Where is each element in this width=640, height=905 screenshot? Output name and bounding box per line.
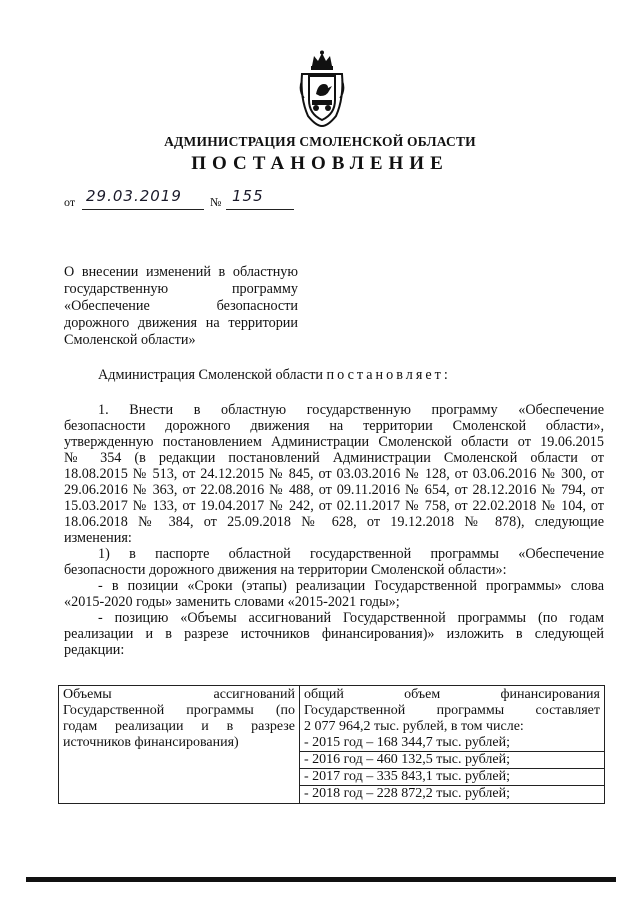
year-line: - 2016 год – 460 132,5 тыс. рублей; [300,751,604,768]
body-line: утвержденную постановлением Администрации Смоленской области от 19.06.2015 [64,434,604,450]
coat-of-arms-icon [298,50,346,128]
paragraph [64,578,604,610]
body-line: - позицию «Объемы ассигнований Государственной программы (по годам [98,610,604,626]
preamble-text: Администрация Смоленской области [98,367,323,383]
body-line: изменения: [64,530,132,546]
document-type-title: ПОСТАНОВЛЕНИЕ [191,153,449,174]
preamble [98,367,451,384]
preamble-resolves: постановляет: [326,367,451,383]
year-line: - 2017 год – 335 843,1 тыс. рублей; [300,768,604,785]
body-line: 18.06.2018 № 384, от 25.09.2018 № 628, от 19.12.2018 № 878), следующие [64,514,604,530]
body-line: 15.03.2017 № 133, от 19.04.2017 № 242, от 02.11.2017 № 758, от 22.02.2018 № 104, от [64,498,604,514]
body-line: безопасности дорожного движения на территории Смоленской области»: [64,562,507,578]
document-subject [64,264,298,349]
body-line: безопасности дорожного движения на территории Смоленской области», [64,418,604,434]
page-bottom-bar [26,877,616,882]
paragraph [64,402,604,546]
body-line: № 354 (в редакции постановлений Администрации Смоленской области от [64,450,604,466]
document-date: 29.03.2019 [86,187,182,205]
date-underline [82,209,204,210]
date-from-label: от [64,195,76,209]
year-line: - 2015 год – 168 344,7 тыс. рублей; [304,735,511,750]
cell-line: 2 077 964,2 тыс. рублей, в том числе: [304,719,524,734]
year-line: - 2018 год – 228 872,2 тыс. рублей; [300,785,604,802]
number-label: № [210,195,222,209]
subject-line: Смоленской области» [64,332,196,348]
body-line: «2015-2020 годы» заменить словами «2015-2021 годы»; [64,594,400,610]
paragraph [64,610,604,658]
body-line: 1. Внести в областную государственную программу «Обеспечение [98,402,604,418]
table-row [59,686,605,804]
table-cell-value [300,686,605,804]
number-underline [226,209,294,210]
subject-line: государственную программу [64,281,298,297]
cell-line: годам реализации и в разрезе [63,719,295,734]
body-line: редакции: [64,642,125,658]
table-cell-label [59,686,300,804]
cell-line: Государственной программы составляет [304,703,600,718]
paragraph [64,546,604,578]
body-line: 1) в паспорте областной государственной программы «Обеспечение [98,546,604,562]
document-number: 155 [232,187,264,205]
body-line: 29.06.2016 № 363, от 22.08.2016 № 488, от 09.11.2016 № 654, от 28.12.2016 № 794, от [64,482,604,498]
subject-line: дорожного движения на территории [64,315,298,331]
subject-line: «Обеспечение безопасности [64,298,298,314]
date-number-line [64,188,304,212]
document-body [64,402,604,658]
body-line: реализации и в разрезе источников финансирования)» изложить в следующей [64,626,604,642]
financing-table [58,685,605,804]
cell-line: Государственной программы (по [63,703,295,718]
cell-line: Объемы ассигнований [63,687,295,702]
organization-name: АДМИНИСТРАЦИЯ СМОЛЕНСКОЙ ОБЛАСТИ [164,134,476,149]
body-line: - в позиции «Сроки (этапы) реализации Государственной программы» слова [98,578,604,594]
cell-line: общий объем финансирования [304,687,600,702]
subject-line: О внесении изменений в областную [64,264,298,280]
body-line: 18.08.2015 № 513, от 24.12.2015 № 845, от 03.03.2016 № 128, от 03.06.2016 № 300, от [64,466,604,482]
cell-line: источников финансирования) [63,735,239,750]
